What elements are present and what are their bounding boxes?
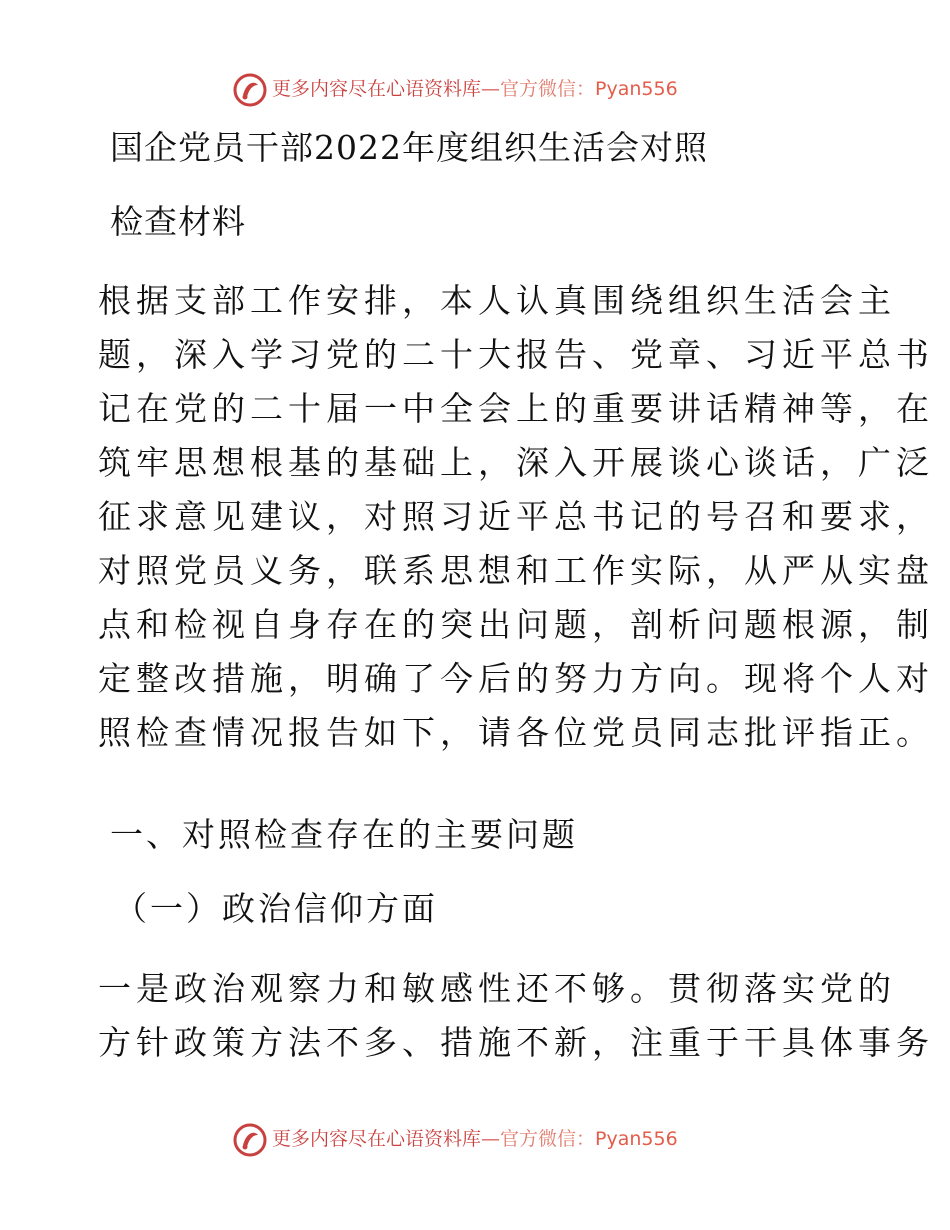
- text-line: 筑牢思想根基的基础上，深入开展谈心谈话，广泛: [98, 443, 934, 482]
- banner-wechat-label: 官方微信：: [500, 78, 596, 100]
- banner-dash: —: [481, 1128, 501, 1150]
- subsection-heading: （一）政治信仰方面: [114, 889, 438, 928]
- document-title-line2: 检查材料: [110, 202, 246, 241]
- section-paragraph: [98, 962, 934, 1070]
- intro-paragraph: [98, 274, 934, 760]
- text-line: 一是政治观察力和敏感性还不够。贯彻落实党的: [98, 969, 896, 1008]
- text-line: 征求意见建议，对照习近平总书记的号召和要求，: [98, 497, 934, 536]
- section-heading: 一、对照检查存在的主要问题: [110, 815, 578, 854]
- text-line: 记在党的二十届一中全会上的重要讲话精神等，在: [98, 389, 934, 428]
- brand-logo-icon: [233, 1123, 267, 1157]
- text-line: 对照党员义务，联系思想和工作实际，从严从实盘: [98, 551, 934, 590]
- header-banner-text: [272, 78, 678, 100]
- banner-wechat-id: Pyan556: [595, 78, 678, 100]
- brand-logo-icon: [233, 73, 267, 107]
- banner-slogan: 更多内容尽在心语资料库: [272, 78, 482, 100]
- banner-wechat-id: Pyan556: [595, 1128, 678, 1150]
- text-line: 点和检视自身存在的突出问题，剖析问题根源，制: [98, 605, 934, 644]
- text-line: 题，深入学习党的二十大报告、党章、习近平总书: [98, 335, 934, 374]
- banner-dash: —: [481, 78, 501, 100]
- text-line: 照检查情况报告如下，请各位党员同志批评指正。: [98, 713, 934, 752]
- footer-banner: [0, 1120, 950, 1160]
- banner-slogan: 更多内容尽在心语资料库: [272, 1128, 482, 1150]
- footer-banner-text: [272, 1128, 678, 1150]
- text-line: 定整改措施，明确了今后的努力方向。现将个人对: [98, 659, 934, 698]
- banner-wechat-label: 官方微信：: [500, 1128, 596, 1150]
- text-line: 方针政策方法不多、措施不新，注重于干具体事务: [98, 1023, 934, 1062]
- header-banner: [0, 70, 950, 110]
- document-title-line1: 国企党员干部2022年度组织生活会对照: [110, 128, 708, 167]
- text-line: 根据支部工作安排，本人认真围绕组织生活会主: [98, 281, 896, 320]
